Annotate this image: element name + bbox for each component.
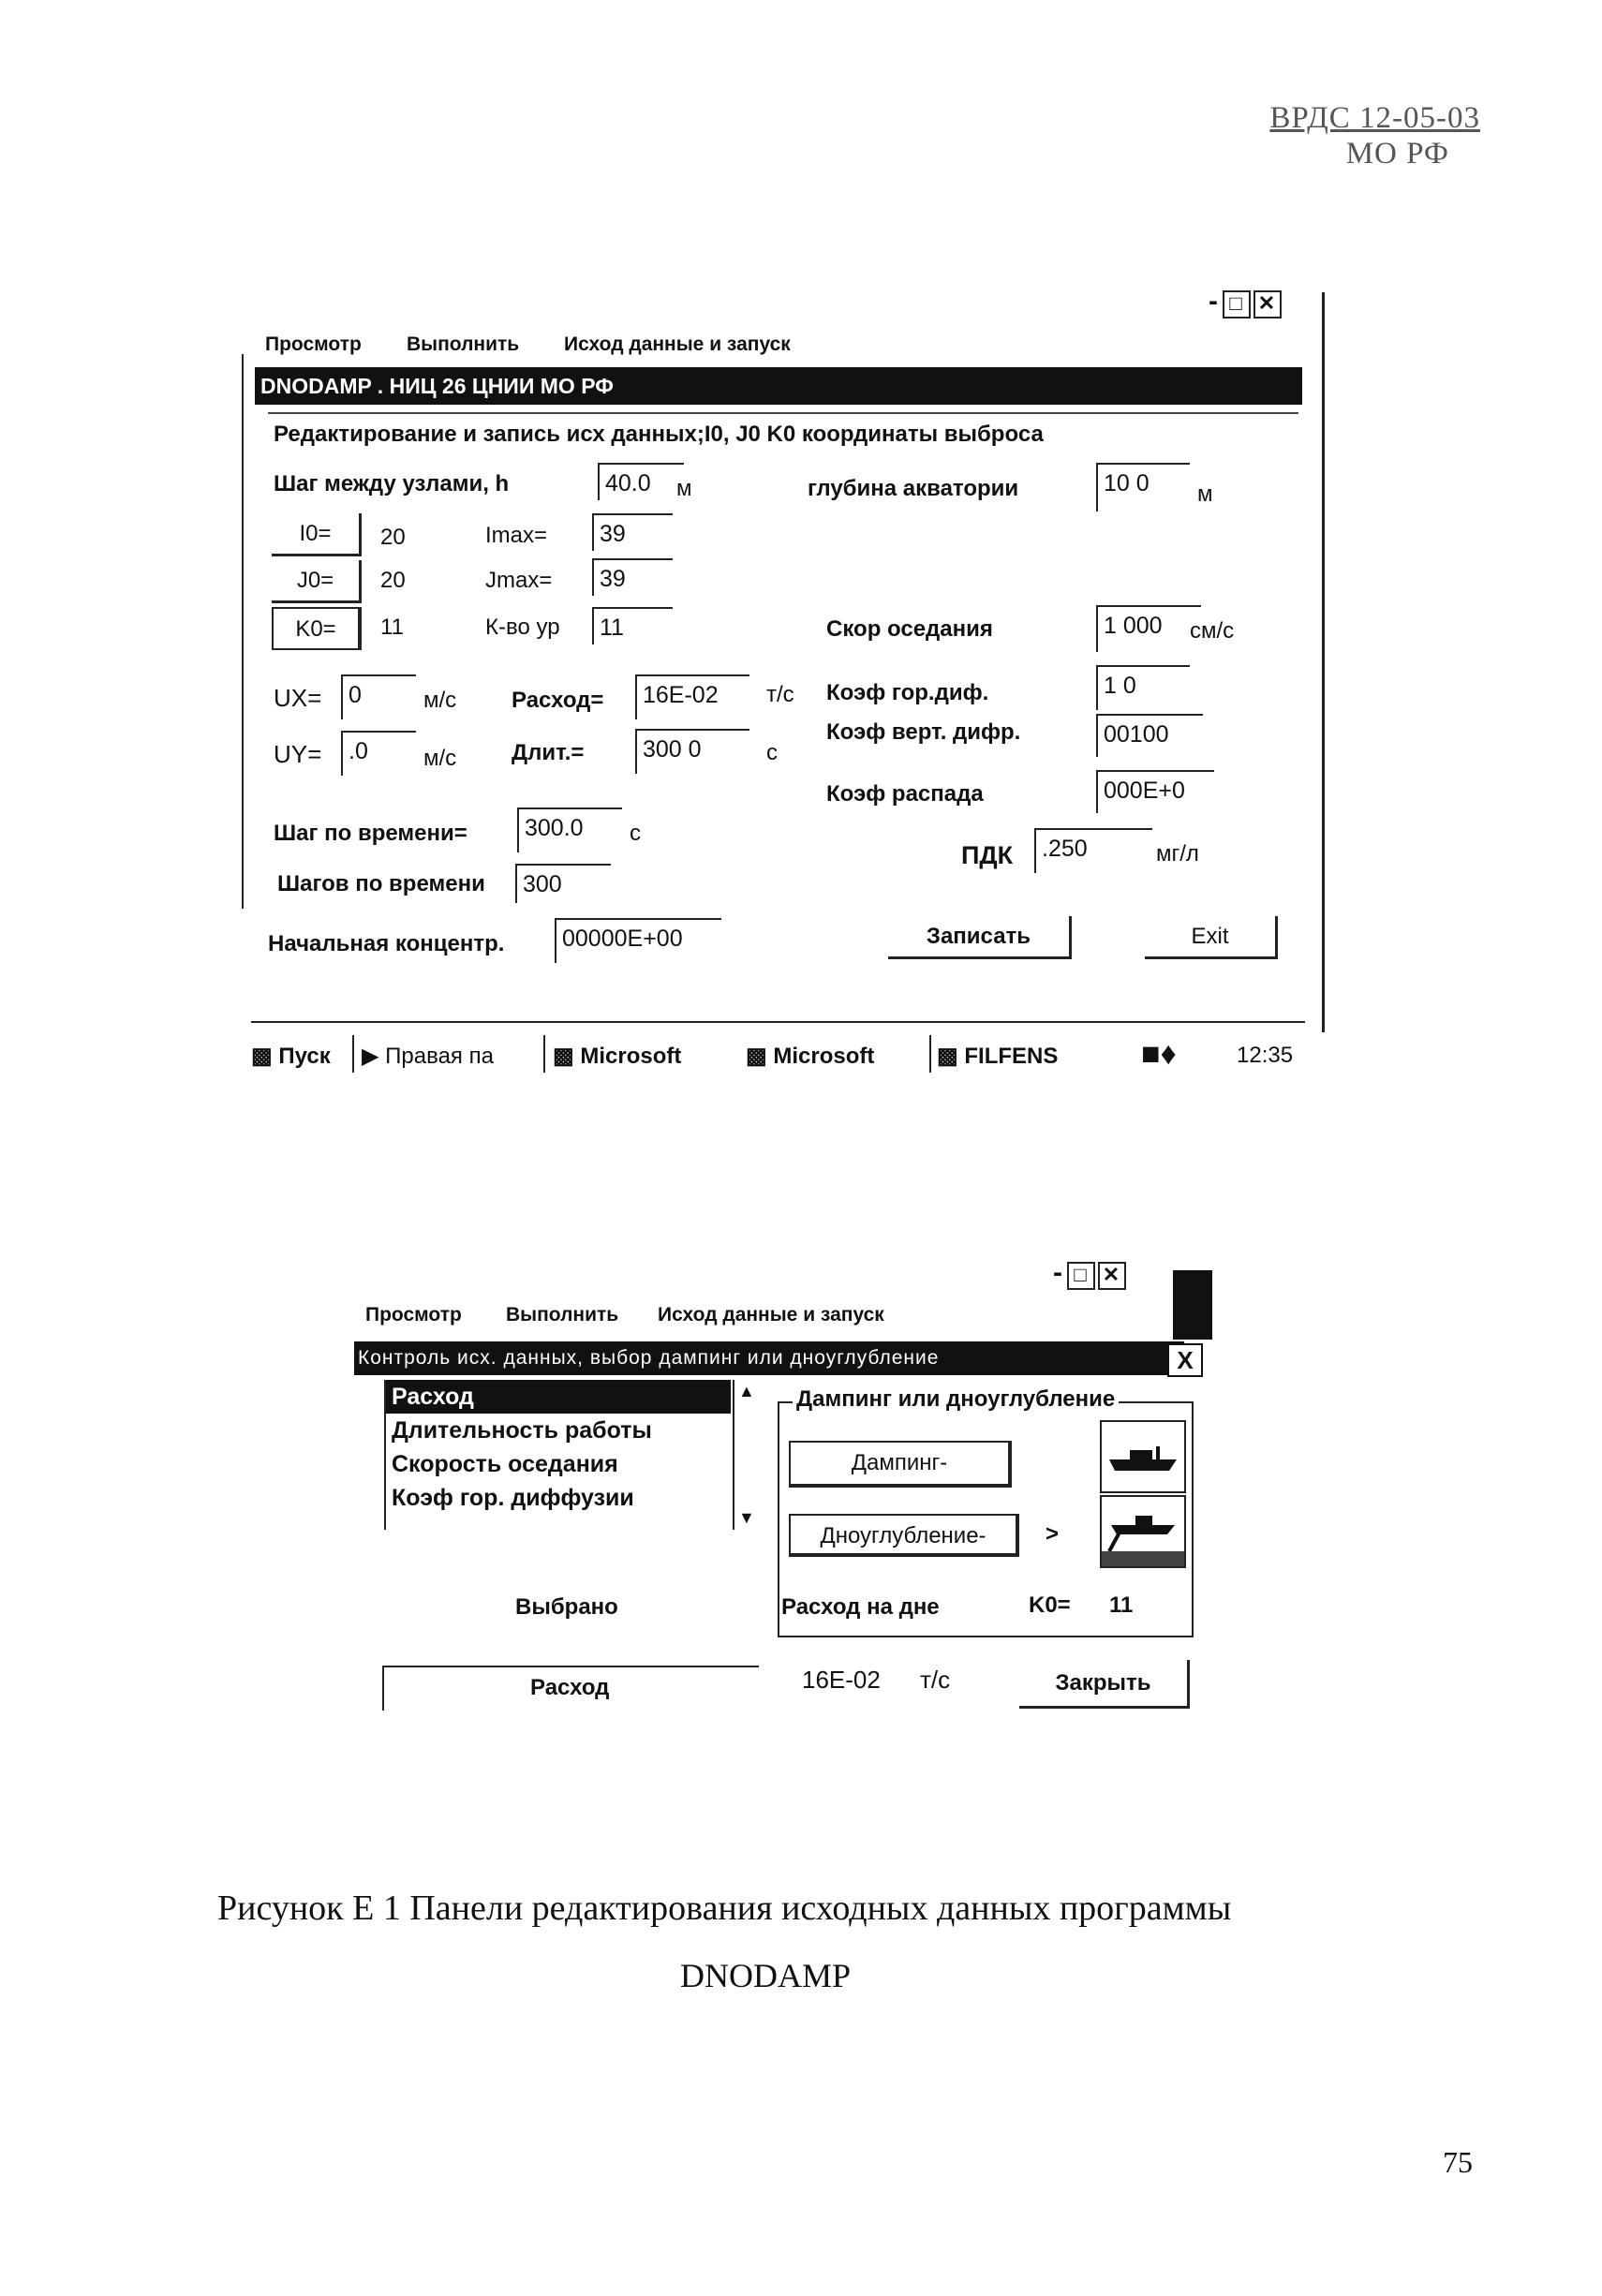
bottom-flow-label: Расход на дне (781, 1594, 940, 1620)
settle-label: Скор оседания (826, 616, 993, 642)
k0-label: K0= (1029, 1592, 1071, 1618)
tstep-input[interactable]: 300.0 (517, 807, 594, 852)
duration-label: Длит.= (512, 740, 585, 765)
imax-label: Imax= (485, 523, 548, 548)
jmax-label: Jmax= (485, 568, 553, 593)
folder-icon: ▶ (362, 1044, 379, 1069)
dredger-icon[interactable] (1100, 1495, 1186, 1568)
nsteps-input[interactable]: 300 (515, 864, 583, 903)
duration-unit: с (766, 740, 778, 765)
taskbar-task-3[interactable]: ▩ Microsoft (746, 1044, 875, 1069)
app-icon: ▩ (937, 1044, 958, 1069)
list-item-selected[interactable]: Расход (386, 1380, 731, 1414)
ux-unit: м/с (423, 688, 457, 713)
selected-parameter: Расход (530, 1675, 610, 1700)
uy-unit: м/с (423, 746, 457, 771)
depth-input[interactable]: 10 0 (1096, 463, 1162, 511)
list-item[interactable]: Коэф гор. диффузии (392, 1485, 634, 1511)
settle-unit: см/с (1190, 618, 1235, 644)
window1-frame-left (242, 354, 244, 909)
nsteps-label: Шагов по времени (277, 871, 485, 896)
list-item[interactable]: Длительность работы (392, 1417, 652, 1444)
taskbar-clock: 12:35 (1237, 1043, 1294, 1068)
taskbar-task-4[interactable]: ▩ FILFENS (937, 1044, 1059, 1069)
k0-button[interactable]: K0= (272, 607, 362, 650)
form-divider (268, 412, 1298, 414)
arrow-indicator: > (1046, 1521, 1060, 1547)
pdk-input[interactable]: .250 (1034, 828, 1124, 873)
ship-icon[interactable] (1100, 1420, 1186, 1493)
flow-input[interactable]: 16E-02 (635, 674, 721, 719)
step-label: Шаг между узлами, h (274, 471, 510, 496)
uy-input[interactable]: .0 (341, 731, 388, 776)
maximize-icon[interactable]: □ (1067, 1262, 1095, 1290)
minimize-icon[interactable]: - (1053, 1257, 1064, 1288)
menu-run[interactable]: Выполнить (506, 1304, 619, 1326)
menu-input-data[interactable]: Исход данные и запуск (658, 1304, 884, 1326)
taskbar-separator (352, 1035, 354, 1073)
tstep-label: Шаг по времени= (274, 821, 467, 846)
close-button[interactable]: Закрыть (1019, 1660, 1190, 1709)
minimize-icon[interactable]: - (1209, 286, 1220, 317)
k0-value: 11 (1109, 1592, 1134, 1618)
selected-parameter-field (382, 1666, 759, 1711)
window2-scroll-block (1173, 1270, 1212, 1340)
window1-frame-right (1322, 292, 1325, 1032)
selected-unit: т/с (920, 1666, 951, 1694)
menu-input-data[interactable]: Исход данные и запуск (564, 333, 791, 355)
uy-label: UY= (274, 740, 322, 768)
hdiff-label: Коэф гор.диф. (826, 680, 989, 705)
decay-label: Коэф распада (826, 781, 984, 807)
pdk-label: ПДК (961, 841, 1014, 869)
save-button[interactable]: Записать (888, 916, 1072, 959)
exit-button[interactable]: Exit (1145, 916, 1278, 959)
ux-input[interactable]: 0 (341, 674, 388, 719)
flow-unit: т/с (766, 682, 794, 707)
menu-run[interactable]: Выполнить (407, 333, 520, 355)
jmax-input[interactable]: 39 (592, 558, 645, 596)
document-code: ВРДС 12-05-03 (1269, 101, 1480, 135)
page-number: 75 (1443, 2145, 1473, 2179)
window2-close-button[interactable]: X (1167, 1343, 1203, 1377)
taskbar-separator (543, 1035, 545, 1073)
settle-input[interactable]: 1 000 (1096, 605, 1173, 652)
tray-icons[interactable]: ■♦ (1141, 1036, 1177, 1072)
windows-logo-icon: ▩ (251, 1044, 273, 1069)
vdiff-input[interactable]: 00100 (1096, 714, 1175, 757)
close-icon[interactable]: ✕ (1253, 290, 1282, 318)
close-icon[interactable]: ✕ (1098, 1262, 1126, 1290)
i0-button[interactable]: I0= (272, 513, 362, 556)
document-organization: МО РФ (1345, 137, 1449, 170)
j0-button[interactable]: J0= (272, 560, 362, 603)
scroll-down-icon[interactable]: ▼ (738, 1508, 755, 1527)
imax-input[interactable]: 39 (592, 513, 645, 551)
step-unit: м (676, 476, 692, 501)
levels-input[interactable]: 11 (592, 607, 645, 644)
group-title: Дампинг или дноуглубление (793, 1386, 1119, 1413)
dumping-button[interactable]: Дампинг- (789, 1441, 1012, 1488)
k0-value: 11 (380, 615, 404, 640)
levels-label: К-во ур (485, 615, 560, 640)
init-input[interactable]: 00000E+00 (555, 918, 693, 963)
form-subtitle: Редактирование и запись исх данных;I0, J0 K0 координаты выброса (274, 422, 1044, 447)
figure-caption: Рисунок Е 1 Панели редактирования исходных данных программы (217, 1889, 1232, 1928)
pdk-unit: мг/л (1156, 841, 1199, 867)
app-icon: ▩ (553, 1044, 574, 1069)
taskbar-task-1[interactable]: ▶ Правая па (362, 1044, 494, 1069)
window1-titlebar: DNODAMP . НИЦ 26 ЦНИИ МО РФ (255, 367, 1302, 405)
app-icon: ▩ (746, 1044, 767, 1069)
maximize-icon[interactable]: □ (1223, 290, 1251, 318)
flow-label: Расход= (512, 688, 604, 713)
window2-titlebar: Контроль исх. данных, выбор дампинг или дноуглубление (354, 1341, 1184, 1375)
vdiff-label: Коэф верт. дифр. (826, 719, 1021, 745)
selected-label: Выбрано (515, 1594, 618, 1620)
selected-value: 16E-02 (802, 1666, 881, 1694)
figure-caption-program: DNODAMP (680, 1957, 852, 1994)
depth-label: глубина акватории (808, 476, 1019, 501)
start-button[interactable]: ▩ Пуск (251, 1044, 331, 1069)
dredging-button[interactable]: Дноуглубление- (789, 1514, 1019, 1557)
taskbar-separator (929, 1035, 931, 1073)
list-item[interactable]: Скорость оседания (392, 1451, 618, 1477)
tstep-unit: с (630, 821, 641, 846)
ux-label: UX= (274, 684, 322, 712)
step-input[interactable]: 40.0 (598, 463, 656, 500)
parameter-listbox[interactable] (384, 1380, 764, 1530)
j0-value: 20 (380, 568, 406, 593)
list-scrollbar[interactable] (733, 1380, 764, 1530)
window2-controls (1053, 1257, 1126, 1290)
duration-input[interactable]: 300 0 (635, 729, 721, 774)
scroll-up-icon[interactable]: ▲ (738, 1382, 755, 1400)
init-label: Начальная концентр. (268, 931, 505, 956)
taskbar-task-2[interactable]: ▩ Microsoft (553, 1044, 682, 1069)
window1-controls (1209, 286, 1282, 318)
menu-view[interactable]: Просмотр (365, 1304, 462, 1326)
i0-value: 20 (380, 525, 406, 550)
decay-input[interactable]: 000E+0 (1096, 770, 1186, 813)
depth-unit: м (1197, 481, 1213, 507)
window1-frame-bottom (251, 1021, 1305, 1023)
menu-view[interactable]: Просмотр (265, 333, 362, 355)
hdiff-input[interactable]: 1 0 (1096, 665, 1162, 710)
